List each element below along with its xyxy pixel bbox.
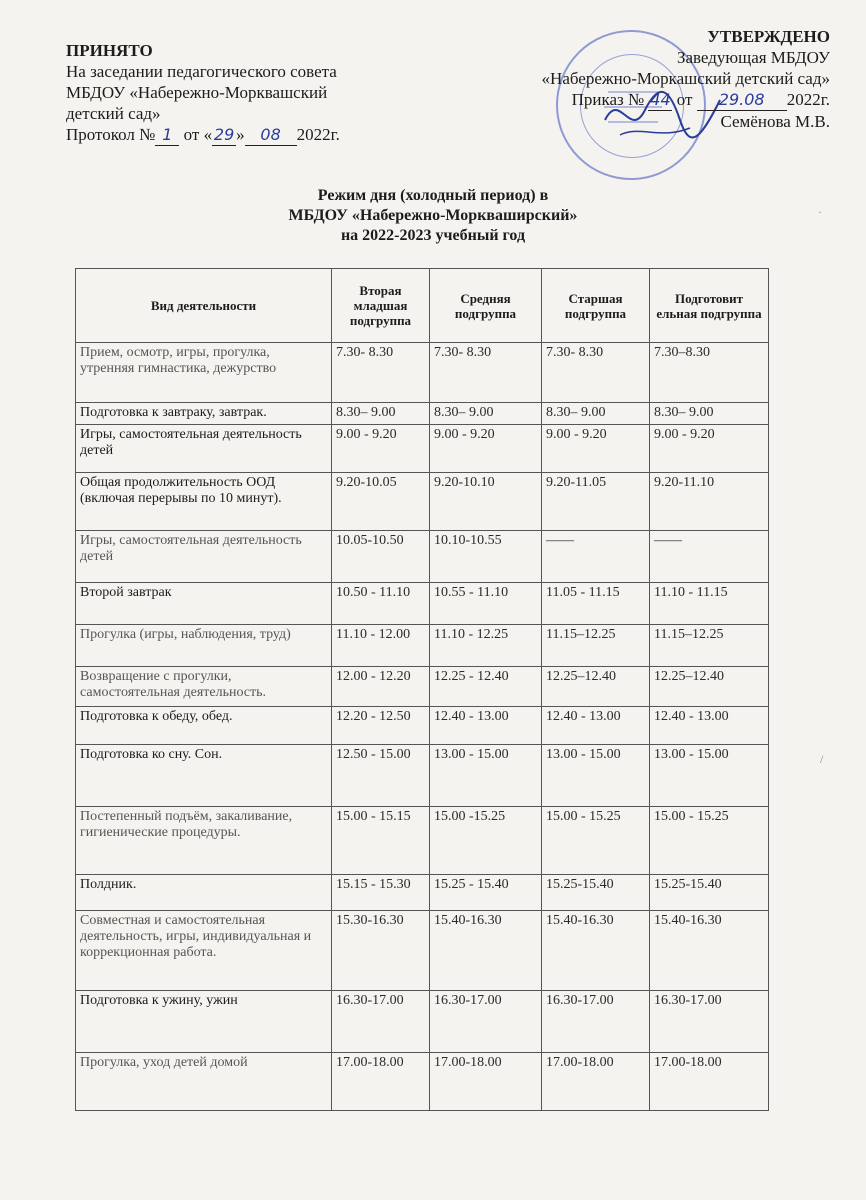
approved-order-line [470,89,830,111]
approved-heading: УТВЕРЖДЕНО [707,27,830,46]
time-cell: 17.00-18.00 [430,1053,542,1111]
order-from: от [676,90,693,109]
time-cell: 7.30- 8.30 [542,343,650,403]
protocol-date-prefix: от « [183,125,213,144]
activity-cell: Игры, самостоятельная деятельность детей [76,425,332,473]
header-preparatory: Подготовит ельная подгруппа [650,269,769,343]
table-row [76,403,769,425]
table-row [76,707,769,745]
activity-cell: Игры, самостоятельная деятельность детей [76,531,332,583]
time-cell: 12.50 - 15.00 [332,745,430,807]
activity-cell: Прогулка, уход детей домой [76,1053,332,1111]
table-row [76,991,769,1053]
table-row [76,473,769,531]
time-cell: 12.20 - 12.50 [332,707,430,745]
time-cell: 15.25-15.40 [650,875,769,911]
table-row [76,625,769,667]
header-second-junior: Вторая младшая подгруппа [332,269,430,343]
accepted-heading: ПРИНЯТО [66,41,153,60]
time-cell: 13.00 - 15.00 [430,745,542,807]
header-middle: Средняя подгруппа [430,269,542,343]
time-cell: 9.20-11.10 [650,473,769,531]
time-cell: 15.00 - 15.25 [650,807,769,875]
table-row [76,343,769,403]
protocol-date-year: 2022г. [296,125,340,144]
table-row [76,745,769,807]
time-cell: 11.15–12.25 [650,625,769,667]
time-cell: 12.25–12.40 [542,667,650,707]
time-cell: 12.00 - 12.20 [332,667,430,707]
time-cell: 7.30- 8.30 [332,343,430,403]
order-prefix: Приказ № [571,90,645,109]
order-date: 29.08 [697,89,787,111]
activity-cell: Подготовка к ужину, ужин [76,991,332,1053]
time-cell: 7.30- 8.30 [430,343,542,403]
accepted-line-1: На заседании педагогического совета [66,62,337,81]
protocol-date-day: 29 [213,125,235,144]
time-cell: 16.30-17.00 [542,991,650,1053]
time-cell: 12.40 - 13.00 [542,707,650,745]
time-cell: 10.10-10.55 [430,531,542,583]
activity-cell: Совместная и самостоятельная деятельность, игры, индивидуальная и коррекционная работа. [76,911,332,991]
time-cell: 9.20-10.10 [430,473,542,531]
title-line-3: на 2022-2023 учебный год [340,227,526,244]
table-row [76,807,769,875]
time-cell: 11.05 - 11.15 [542,583,650,625]
time-cell: 17.00-18.00 [542,1053,650,1111]
activity-cell: Подготовка ко сну. Сон. [76,745,332,807]
time-cell: 15.25 - 15.40 [430,875,542,911]
activity-cell: Общая продолжительность ООД (включая перерывы по 10 минут). [76,473,332,531]
protocol-prefix: Протокол № [66,125,156,144]
order-year: 2022г. [786,90,830,109]
time-cell: 15.25-15.40 [542,875,650,911]
time-cell: 9.00 - 9.20 [650,425,769,473]
time-cell: 15.00 - 15.15 [332,807,430,875]
table-row [76,667,769,707]
time-cell: 8.30– 9.00 [332,403,430,425]
accepted-block [66,40,406,146]
protocol-date-mid: » [236,125,245,144]
time-cell: 15.30-16.30 [332,911,430,991]
time-cell: 8.30– 9.00 [430,403,542,425]
time-cell: —— [542,531,650,583]
order-number: 44 [650,90,671,109]
time-cell: 13.00 - 15.00 [542,745,650,807]
time-cell: 12.40 - 13.00 [430,707,542,745]
activity-cell: Подготовка к завтраку, завтрак. [76,403,332,425]
time-cell: 10.55 - 11.10 [430,583,542,625]
table-row [76,425,769,473]
activity-cell: Постепенный подъём, закаливание, гигиенические процедуры. [76,807,332,875]
activity-cell: Подготовка к обеду, обед. [76,707,332,745]
activity-cell: Прием, осмотр, игры, прогулка, утренняя гимнастика, дежурство [76,343,332,403]
header-activity: Вид деятельности [76,269,332,343]
time-cell: 12.40 - 13.00 [650,707,769,745]
time-cell: 17.00-18.00 [650,1053,769,1111]
title-line-1: Режим дня (холодный период) в [317,187,549,204]
time-cell: 9.00 - 9.20 [430,425,542,473]
activity-cell: Прогулка (игры, наблюдения, труд) [76,625,332,667]
time-cell: 15.00 -15.25 [430,807,542,875]
time-cell: 12.25–12.40 [650,667,769,707]
time-cell: 15.00 - 15.25 [542,807,650,875]
accepted-protocol-line [66,124,406,146]
time-cell: 11.15–12.25 [542,625,650,667]
table-row [76,531,769,583]
time-cell: 11.10 - 12.25 [430,625,542,667]
time-cell: 10.05-10.50 [332,531,430,583]
time-cell: 7.30–8.30 [650,343,769,403]
time-cell: 8.30– 9.00 [542,403,650,425]
time-cell: 15.40-16.30 [542,911,650,991]
activity-cell: Возвращение с прогулки, самостоятельная деятельность. [76,667,332,707]
time-cell: 17.00-18.00 [332,1053,430,1111]
time-cell: 9.20-11.05 [542,473,650,531]
time-cell: —— [650,531,769,583]
time-cell: 9.00 - 9.20 [542,425,650,473]
table-row [76,911,769,991]
activity-cell: Второй завтрак [76,583,332,625]
head-name: Семёнова М.В. [720,112,830,131]
time-cell: 15.40-16.30 [650,911,769,991]
table-header-row [76,269,769,343]
header-senior: Старшая подгруппа [542,269,650,343]
time-cell: 15.40-16.30 [430,911,542,991]
time-cell: 13.00 - 15.00 [650,745,769,807]
document-title [0,186,866,246]
protocol-date-month: 08 [245,124,297,146]
scan-speck: / [820,752,824,766]
approved-line-2: «Набережно-Моркашский детский сад» [541,69,830,88]
time-cell: 11.10 - 12.00 [332,625,430,667]
time-cell: 9.20-10.05 [332,473,430,531]
time-cell: 16.30-17.00 [430,991,542,1053]
activity-cell: Полдник. [76,875,332,911]
time-cell: 12.25 - 12.40 [430,667,542,707]
approved-block [470,26,830,132]
table-row [76,875,769,911]
accepted-line-2: МБДОУ «Набережно-Морквашский [66,83,328,102]
time-cell: 15.15 - 15.30 [332,875,430,911]
time-cell: 9.00 - 9.20 [332,425,430,473]
accepted-line-3: детский сад» [66,104,161,123]
time-cell: 8.30– 9.00 [650,403,769,425]
approved-line-1: Заведующая МБДОУ [676,48,830,67]
time-cell: 11.10 - 11.15 [650,583,769,625]
title-line-2: МБДОУ «Набережно-Моркваширский» [288,207,578,224]
protocol-number: 1 [155,124,179,146]
scan-speck: · [818,205,822,219]
schedule-table [75,268,769,1111]
time-cell: 16.30-17.00 [650,991,769,1053]
time-cell: 10.50 - 11.10 [332,583,430,625]
time-cell: 16.30-17.00 [332,991,430,1053]
table-row [76,583,769,625]
table-row [76,1053,769,1111]
